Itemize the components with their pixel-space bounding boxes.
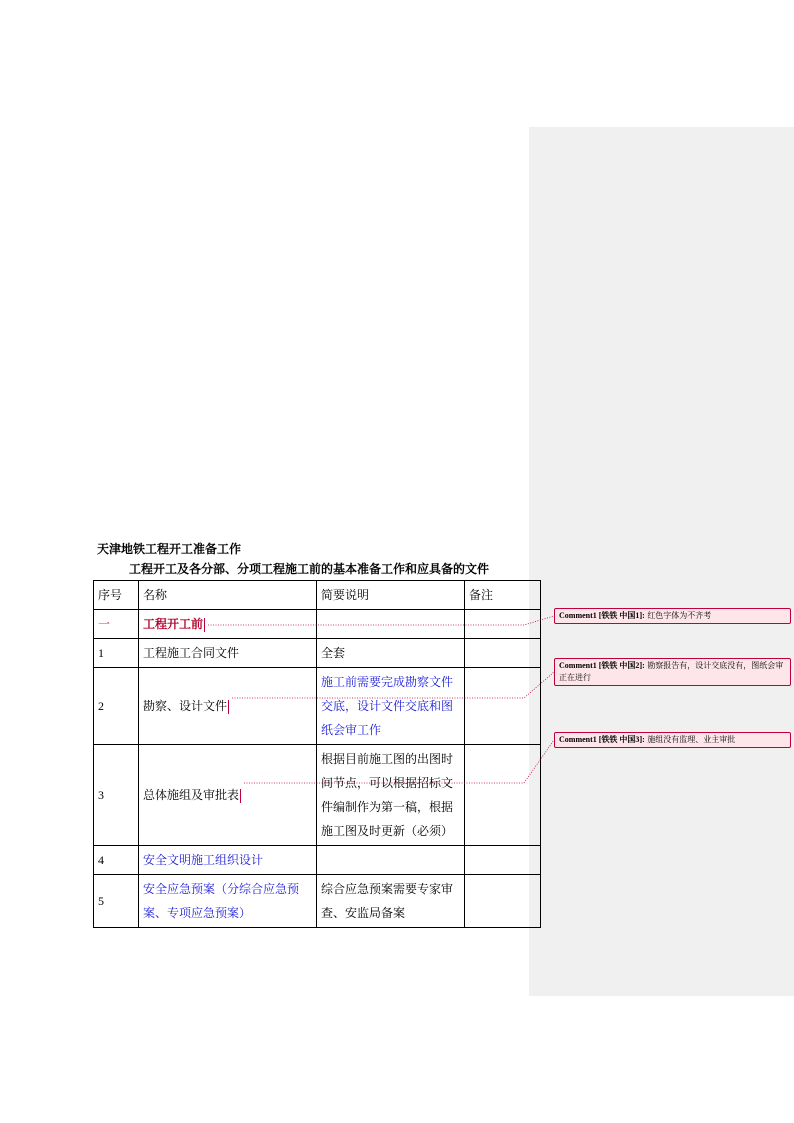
comment-margin-pane <box>529 127 794 996</box>
row-desc: 施工前需要完成勘察文件交底，设计文件交底和图纸会审工作 <box>317 668 465 745</box>
row-name: 工程施工合同文件 <box>139 639 317 668</box>
comment-text: 红色字体为不齐考 <box>647 611 712 620</box>
comment-author: 铁铁 中国3 <box>601 735 640 744</box>
table-row <box>94 875 541 928</box>
row-name: 安全应急预案（分综合应急预案、专项应急预案） <box>139 875 317 928</box>
row-no: 2 <box>94 668 139 745</box>
row-no: 5 <box>94 875 139 928</box>
row-note <box>465 610 541 639</box>
comment-label-close: ]: <box>639 661 645 670</box>
comment-label: Comment1 [ <box>559 611 602 620</box>
comment-label: Comment1 [ <box>559 735 602 744</box>
comment-anchor-2[interactable] <box>228 700 229 714</box>
comment-author: 铁铁 中国1 <box>601 611 640 620</box>
comment-text: 勘察报告有，设计交底没有，图纸会审正在进行 <box>559 661 784 682</box>
row-name-text: 工程开工前 <box>143 617 204 631</box>
comment-anchor-3[interactable] <box>240 789 241 803</box>
document-subtitle: 工程开工及各分部、分项工程施工前的基本准备工作和应具备的文件 <box>129 562 490 576</box>
document-title: 天津地铁工程开工准备工作 <box>97 542 242 556</box>
row-desc: 根据目前施工图的出图时间节点，可以根据招标文件编制作为第一稿，根据施工图及时更新（必须） <box>317 745 465 846</box>
comment-balloon[interactable] <box>554 732 791 748</box>
comment-label-close: ]: <box>639 735 645 744</box>
preparation-table <box>93 580 541 928</box>
row-note <box>465 875 541 928</box>
row-name-text: 勘察、设计文件 <box>143 699 228 713</box>
comment-anchor-1[interactable] <box>204 618 205 632</box>
row-name <box>139 610 317 639</box>
comment-text: 施组没有监理、业主审批 <box>647 735 736 744</box>
comment-label: Comment1 [ <box>559 661 602 670</box>
header-note: 备注 <box>465 581 541 610</box>
table-row <box>94 639 541 668</box>
row-desc: 全套 <box>317 639 465 668</box>
header-name: 名称 <box>139 581 317 610</box>
row-note <box>465 639 541 668</box>
row-no: 3 <box>94 745 139 846</box>
row-desc: 综合应急预案需要专家审查、安监局备案 <box>317 875 465 928</box>
row-desc <box>317 610 465 639</box>
table-row <box>94 846 541 875</box>
header-no: 序号 <box>94 581 139 610</box>
table-row <box>94 745 541 846</box>
table-row <box>94 610 541 639</box>
comment-author: 铁铁 中国2 <box>601 661 640 670</box>
table-header-row <box>94 581 541 610</box>
row-no: 1 <box>94 639 139 668</box>
row-note <box>465 668 541 745</box>
row-note <box>465 745 541 846</box>
row-no: 4 <box>94 846 139 875</box>
row-note <box>465 846 541 875</box>
comment-label-close: ]: <box>639 611 645 620</box>
row-name-text: 总体施组及审批表 <box>143 788 240 802</box>
table-row <box>94 668 541 745</box>
row-desc <box>317 846 465 875</box>
comment-balloon[interactable] <box>554 608 791 624</box>
header-desc: 简要说明 <box>317 581 465 610</box>
row-no: 一 <box>94 610 139 639</box>
row-name <box>139 745 317 846</box>
row-name: 安全文明施工组织设计 <box>139 846 317 875</box>
comment-balloon[interactable] <box>554 658 791 686</box>
row-name <box>139 668 317 745</box>
